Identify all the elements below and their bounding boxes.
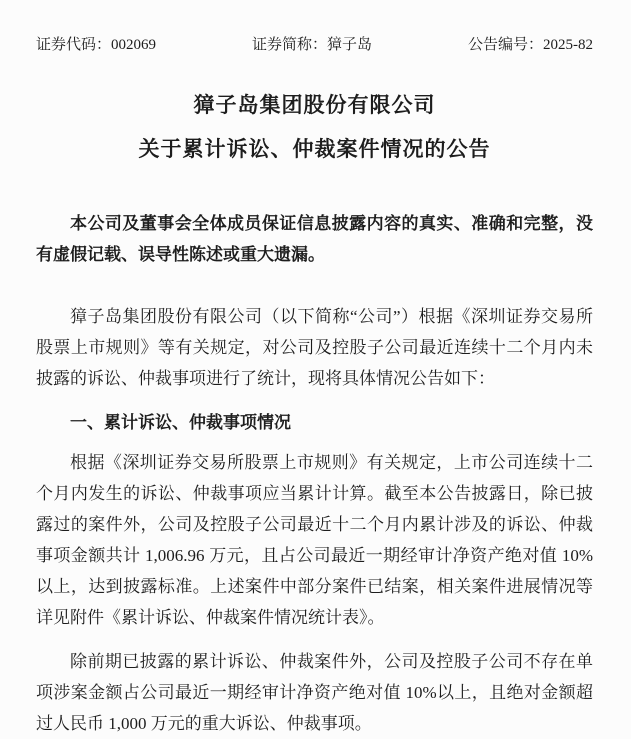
stock-code-value: 002069 [111, 37, 157, 53]
stock-abbreviation-label: 证券简称： [251, 37, 327, 53]
announcement-number-value: 2025-82 [543, 37, 593, 53]
intro-paragraph: 獐子岛集团股份有限公司（以下简称“公司”）根据《深圳证券交易所股票上市规则》等有关规定，对公司及控股子公司最近连续十二个月内未披露的诉讼、仲裁事项进行了统计，现将具体情况公告如下： [36, 307, 593, 388]
announcement-number-label: 公告编号： [467, 37, 543, 53]
announcement-number [468, 36, 593, 55]
stock-code [36, 36, 156, 55]
announcement-subject-title: 关于累计诉讼、仲裁案件情况的公告 [138, 137, 491, 161]
section-1-paragraph-2: 除前期已披露的累计诉讼、仲裁案件外，公司及控股子公司不存在单项涉案金额占公司最近一期经审计净资产绝对值 10%以上，且绝对金额超过人民币 1,000 万元的重大诉讼、仲裁事项。 [36, 652, 593, 733]
section-1-heading: 一、累计诉讼、仲裁事项情况 [70, 413, 291, 432]
stock-abbreviation-value: 獐子岛 [327, 37, 373, 53]
stock-code-label: 证券代码： [36, 37, 112, 53]
board-declaration-paragraph: 本公司及董事会全体成员保证信息披露内容的真实、准确和完整，没有虚假记载、误导性陈述或重大遗漏。 [36, 214, 593, 264]
section-1-paragraph-1: 根据《深圳证券交易所股票上市规则》有关规定，上市公司连续十二个月内发生的诉讼、仲裁事项应当累计计算。截至本公告披露日，除已披露过的案件外，公司及控股子公司最近十二个月内累计涉及的诉讼、仲裁事项金额共计 1,006.96 万元，且占公司最近一期经审计净资产绝对值 10%以上，达到披露标准。上述案件中部分案件已结案，相关案件进展情况等详见附件《累计诉讼、仲裁案件情况统计表》。 [36, 453, 593, 627]
company-name-title: 獐子岛集团股份有限公司 [193, 93, 436, 117]
document-header-row [36, 36, 593, 55]
stock-abbreviation [252, 36, 372, 55]
